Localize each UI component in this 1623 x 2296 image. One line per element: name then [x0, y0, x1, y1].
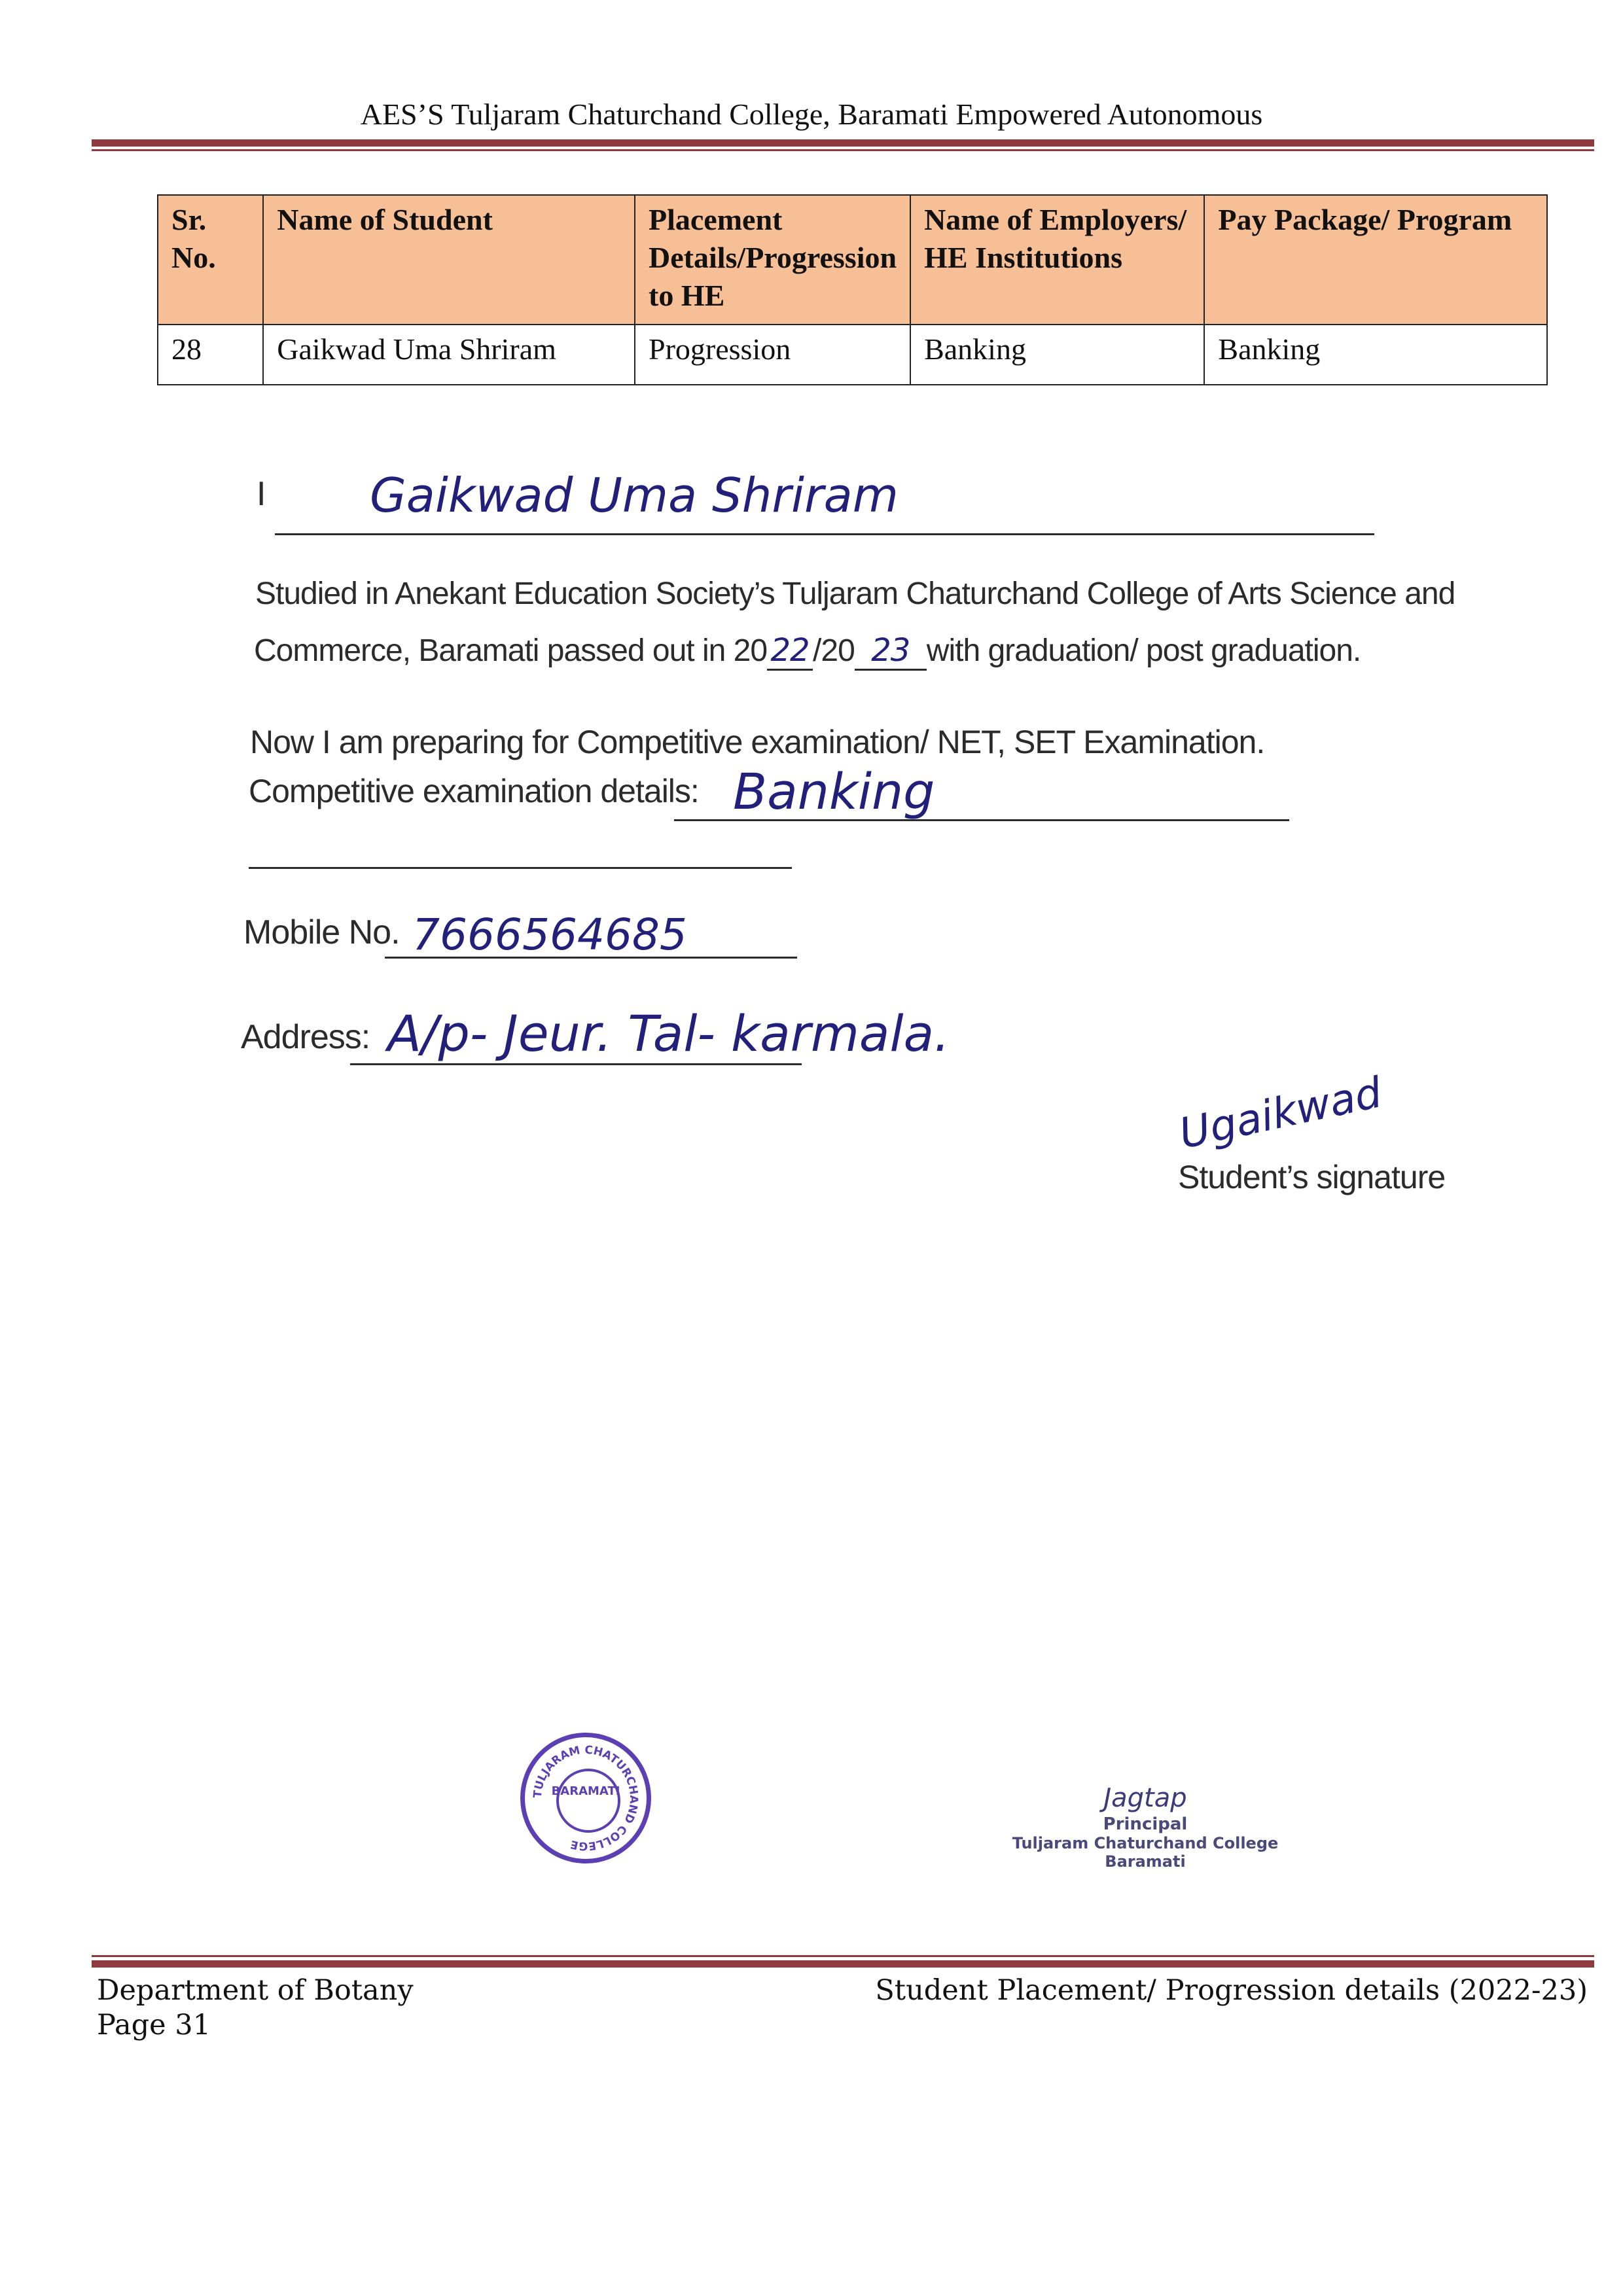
table-row	[158, 325, 1547, 385]
footer-page-number: Page 31	[97, 2009, 211, 2041]
address-value: A/p- Jeur. Tal- karmala.	[387, 1004, 950, 1063]
address-label: Address:	[241, 1018, 370, 1056]
stamp-inner-ring	[556, 1769, 620, 1833]
column-header-student-name: Name of Student	[263, 195, 635, 325]
year-to: 23	[855, 632, 927, 671]
name-underline	[275, 533, 1374, 535]
competitive-second-underline	[249, 867, 792, 869]
principal-title: Principal	[1103, 1814, 1188, 1834]
cell-pay-package: Banking	[1204, 325, 1547, 385]
stamp-center-text: BARAMATI	[551, 1784, 620, 1798]
mobile-label: Mobile No.	[243, 913, 400, 951]
column-header-employers: Name of Employers/ HE Institutions	[910, 195, 1204, 325]
passed-out-line	[254, 632, 1361, 671]
footer-report-title: Student Placement/ Progression details (2022-23)	[875, 1974, 1588, 2007]
header-rule-thin	[92, 149, 1594, 151]
slash-20: /20	[813, 633, 855, 668]
footer-rule-thin	[92, 1955, 1594, 1957]
table-header-row	[158, 195, 1547, 325]
address-underline	[350, 1063, 802, 1065]
signature-label: Student’s signature	[1178, 1159, 1446, 1195]
page-header-title: AES’S Tuljaram Chaturchand College, Baramati Empowered Autonomous	[360, 97, 1263, 131]
footer-department: Department of Botany	[97, 1974, 414, 2007]
footer-rule-thick	[92, 1960, 1594, 1968]
cell-sr-no: 28	[158, 325, 263, 385]
header-rule-thick	[92, 139, 1594, 147]
svg-text:TULJARAM CHATURCHAND COLLEGE: TULJARAM CHATURCHAND COLLEGE	[531, 1743, 641, 1853]
passed-out-prefix: Commerce, Baramati passed out in 20	[254, 633, 768, 668]
cell-employer: Banking	[910, 325, 1204, 385]
principal-college: Tuljaram Chaturchand College	[1012, 1834, 1279, 1852]
column-header-pay-package: Pay Package/ Program	[1204, 195, 1547, 325]
competitive-value: Banking	[733, 762, 935, 821]
year-from: 22	[767, 632, 813, 671]
principal-signature: Jagtap	[1103, 1783, 1187, 1813]
college-stamp	[520, 1733, 651, 1863]
principal-block	[982, 1783, 1309, 1871]
studied-line: Studied in Anekant Education Society’s Tuljaram Chaturchand College of Arts Science and	[255, 576, 1455, 611]
handwritten-name: Gaikwad Uma Shriram	[370, 468, 899, 523]
column-header-sr-no: Sr. No.	[158, 195, 263, 325]
column-header-placement-details: Placement Details/Progression to HE	[635, 195, 910, 325]
i-label: I	[257, 475, 266, 513]
cell-placement-details: Progression	[635, 325, 910, 385]
cell-student-name: Gaikwad Uma Shriram	[263, 325, 635, 385]
principal-city: Baramati	[1105, 1852, 1186, 1871]
student-signature-scribble: Ugaikwad	[1175, 1069, 1386, 1159]
competitive-label: Competitive examination details:	[249, 773, 699, 809]
placement-table	[157, 194, 1548, 385]
mobile-value: 7666564685	[412, 910, 687, 960]
preparing-line: Now I am preparing for Competitive examination/ NET, SET Examination.	[250, 724, 1265, 760]
passed-out-suffix: with graduation/ post graduation.	[926, 633, 1361, 668]
